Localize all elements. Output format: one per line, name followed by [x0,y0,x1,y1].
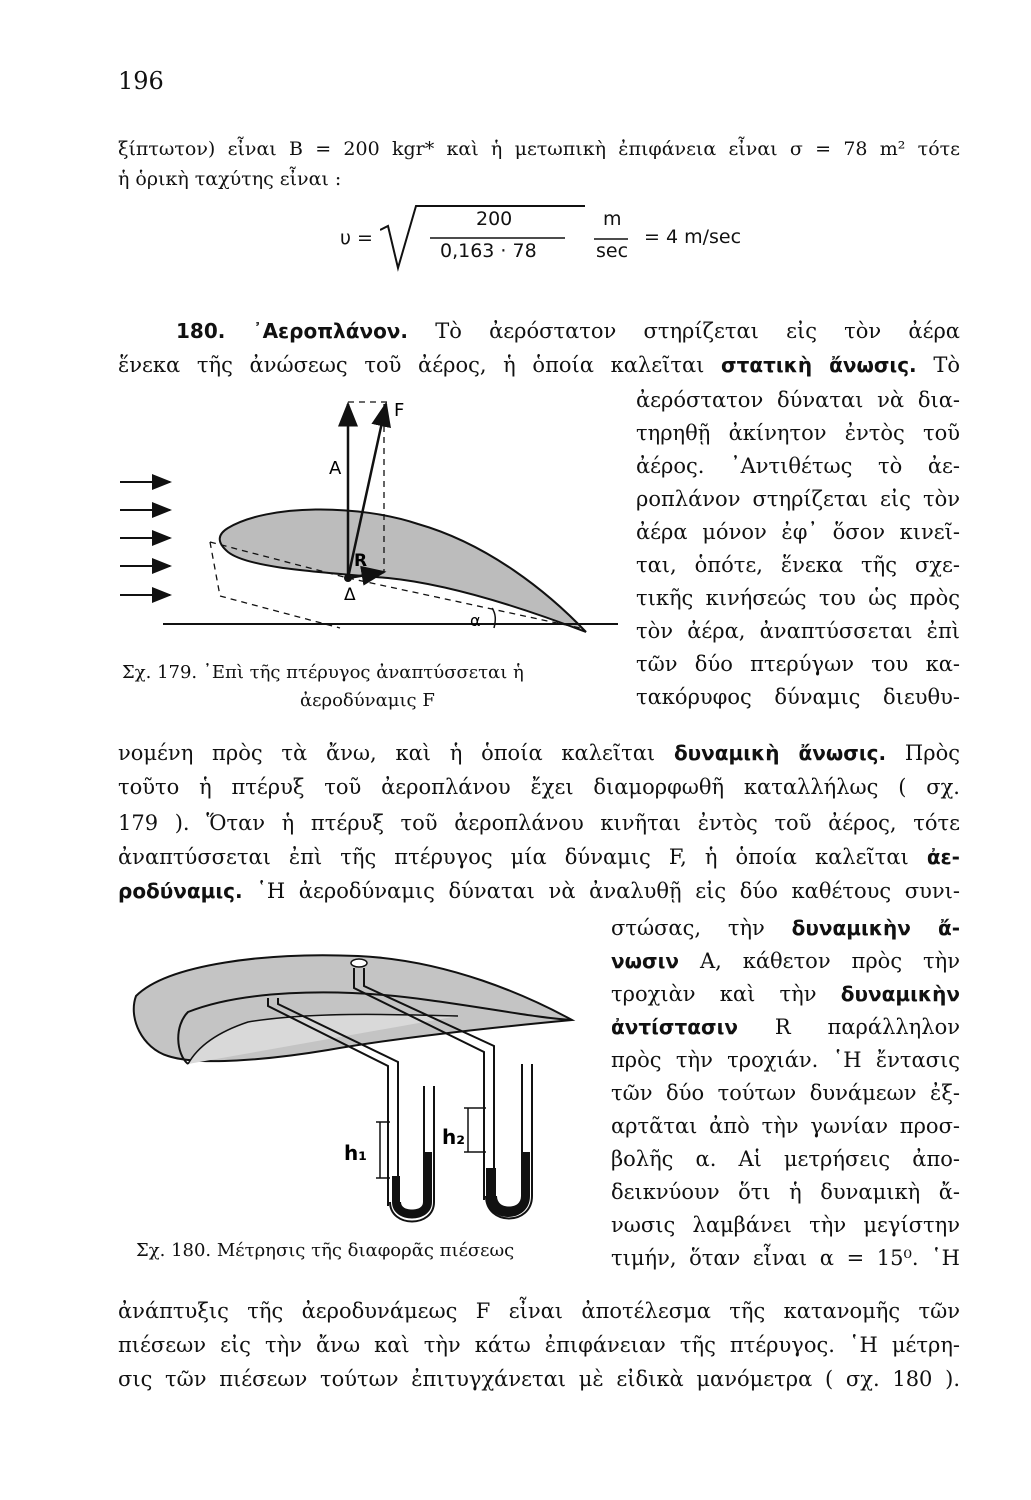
col1-line: ἀερόστατον δύναται νὰ δια- [636,388,960,412]
fluid-2 [486,1146,530,1217]
wing-profile [220,509,586,632]
mid-line-5-text: ῾Η ἀεροδύναμις δύναται νὰ ἀναλυθῇ εἰς δύο καθέτους συνι- [256,879,960,903]
aerodynamic-term-part1: ἀε- [926,845,960,869]
section-line-2-end: Τὸ [933,353,960,377]
figure-180-manometers [128,946,578,1226]
mid-line-1 [118,738,960,768]
section-line-1-rest: Τὸ ἀερόστατον στηρίζεται εἰς τὸν ἀέρα [435,319,960,343]
col2-line-1 [611,912,960,945]
mid-line-4 [118,842,960,872]
label-h2: h₂ [442,1125,465,1149]
col2-line-4 [611,1011,960,1044]
mid-line-3: 179 ). Ὅταν ἡ πτέρυξ τοῦ ἀεροπλάνου κινῆται ἐντὸς τοῦ ἀέρος, τότε [118,811,960,835]
col1-line: τακόρυφος δύναμις διευθυ- [636,685,960,709]
section-line-2-text: ἕνεκα τῆς ἀνώσεως τοῦ ἀέρος, ἡ ὁποία καλεῖται [118,353,705,377]
figure-179-caption-1: Σχ. 179. ᾿Επὶ τῆς πτέρυγος ἀναπτύσσεται ἡ [122,662,524,683]
formula-unit-numerator: m [603,208,622,230]
aerodynamic-term-part2: ροδύναμις. [118,879,243,903]
point-delta [344,574,352,582]
formula-numerator: 200 [476,208,513,230]
section-line-2 [118,350,960,380]
intro-line-1: ξίπτωτον) εἶναι B = 200 kgr* καὶ ἡ μετωπικὴ ἐπιφάνεια εἶναι σ = 78 m² τότε [118,138,960,160]
airflow-arrows [120,482,170,595]
mid-line-4-text: ἀναπτύσσεται ἐπὶ τῆς πτέρυγος μία δύναμις F, ἡ ὁποία καλεῖται [118,845,909,869]
col2-line-4-text: R παράλληλον [774,1015,960,1039]
col2-line-3-text: τροχιὰν καὶ τὴν [611,982,817,1006]
formula-result: = 4 m/sec [644,226,742,248]
figure-179-wing-forces [118,392,628,652]
dynamic-resistance-1: δυναμικὴν [840,982,960,1006]
section-number: 180. [176,319,226,343]
figure-180-caption: Σχ. 180. Μέτρησις τῆς διαφορᾶς πιέσεως [136,1240,515,1261]
mid-line-5 [118,876,960,906]
dynamic-lift-acc-2: νωσιν [611,949,679,973]
col1-line: τηρηθῇ ἀκίνητον ἐντὸς τοῦ [636,421,960,445]
label-A: A [329,458,342,479]
col1-line: ροπλάνον στηρίζεται εἰς τὸν [636,487,960,511]
final-line-3: σις τῶν πιέσεων τούτων ἐπιτυγχάνεται μὲ εἰδικὰ μανόμετρα ( σχ. 180 ). [118,1367,960,1391]
col2-line: τιμήν, ὅταν εἶναι α = 15⁰. ῾Η [611,1246,960,1270]
label-F: F [394,400,405,421]
col1-line: τικῆς κινήσεώς του ὡς πρὸς [636,586,960,610]
col1-line: ἀέρος. ᾿Αντιθέτως τὸ ἀε- [636,454,960,478]
col2-line: νωσις λαμβάνει τὴν μεγίστην [611,1213,960,1237]
page-number: 196 [118,67,164,95]
intro-line-2: ἡ ὁρικὴ ταχύτης εἶναι : [118,168,342,190]
formula-denominator: 0,163 · 78 [440,240,537,262]
label-alpha: α [470,611,481,630]
dynamic-lift-acc: δυναμικὴν ἄ- [791,916,960,940]
col1-line: τῶν δύο πτερύγων του κα- [636,652,960,676]
col2-line: τῶν δύο τούτων δυνάμεων ἐξ- [611,1081,960,1105]
col1-line: ἀέρα μόνον ἐφ᾿ ὅσον κινεῖ- [636,520,960,544]
mid-line-1-text: νομένη πρὸς τὰ ἄνω, καὶ ἡ ὁποία καλεῖται [118,741,656,765]
static-lift-term: στατικὴ ἄνωσις. [721,353,917,377]
col1-line: ται, ὁπότε, ἕνεκα τῆς σχε- [636,553,960,577]
col2-line-1-text: στώσας, τὴν [611,916,765,940]
label-h1: h₁ [344,1141,367,1165]
final-line-2: πιέσεων εἰς τὴν ἄνω καὶ τὴν κάτω ἐπιφάνειαν τῆς πτέρυγος. ῾Η μέτρη- [118,1333,960,1357]
col2-line: πρὸς τὴν τροχιάν. ῾Η ἔντασις [611,1048,960,1072]
figure-179-caption-2: ἀεροδύναμις F [300,690,435,711]
section-heading-line [176,316,960,346]
col2-line: δεικνύουν ὅτι ἡ δυναμικὴ ἄ- [611,1180,960,1204]
col2-line-3 [611,978,960,1011]
col2-line: βολῆς α. Αἱ μετρήσεις ἀπο- [611,1147,960,1171]
formula-unit-denominator: sec [596,240,629,262]
dynamic-resistance-2: ἀντίστασιν [611,1015,738,1039]
pressure-port [351,959,367,967]
formula-lhs: υ = [340,227,373,249]
col2-line-2-text: A, κάθετον πρὸς τὴν [699,949,960,973]
label-R: R [354,551,368,571]
section-title: ᾿Αεροπλάνον. [252,319,409,343]
col2-line-2 [611,945,960,978]
col1-line: τὸν ἀέρα, ἀναπτύσσεται ἐπὶ [636,619,960,643]
col2-line: αρτᾶται ἀπὸ τὴν γωνίαν προσ- [611,1114,960,1138]
column-text-2 [611,912,960,1275]
mid-line-2: τοῦτο ἡ πτέρυξ τοῦ ἀεροπλάνου ἔχει διαμορφωθῆ καταλλήλως ( σχ. [118,775,960,799]
dynamic-lift-term: δυναμικὴ ἄνωσις. [673,741,887,765]
label-delta: Δ [344,585,356,605]
column-text-1 [636,384,960,714]
final-line-1: ἀνάπτυξις τῆς ἀεροδυνάμεως F εἶναι ἀποτέλεσμα τῆς κατανομῆς τῶν [118,1299,960,1323]
mid-line-1-end: Πρὸς [904,741,960,765]
